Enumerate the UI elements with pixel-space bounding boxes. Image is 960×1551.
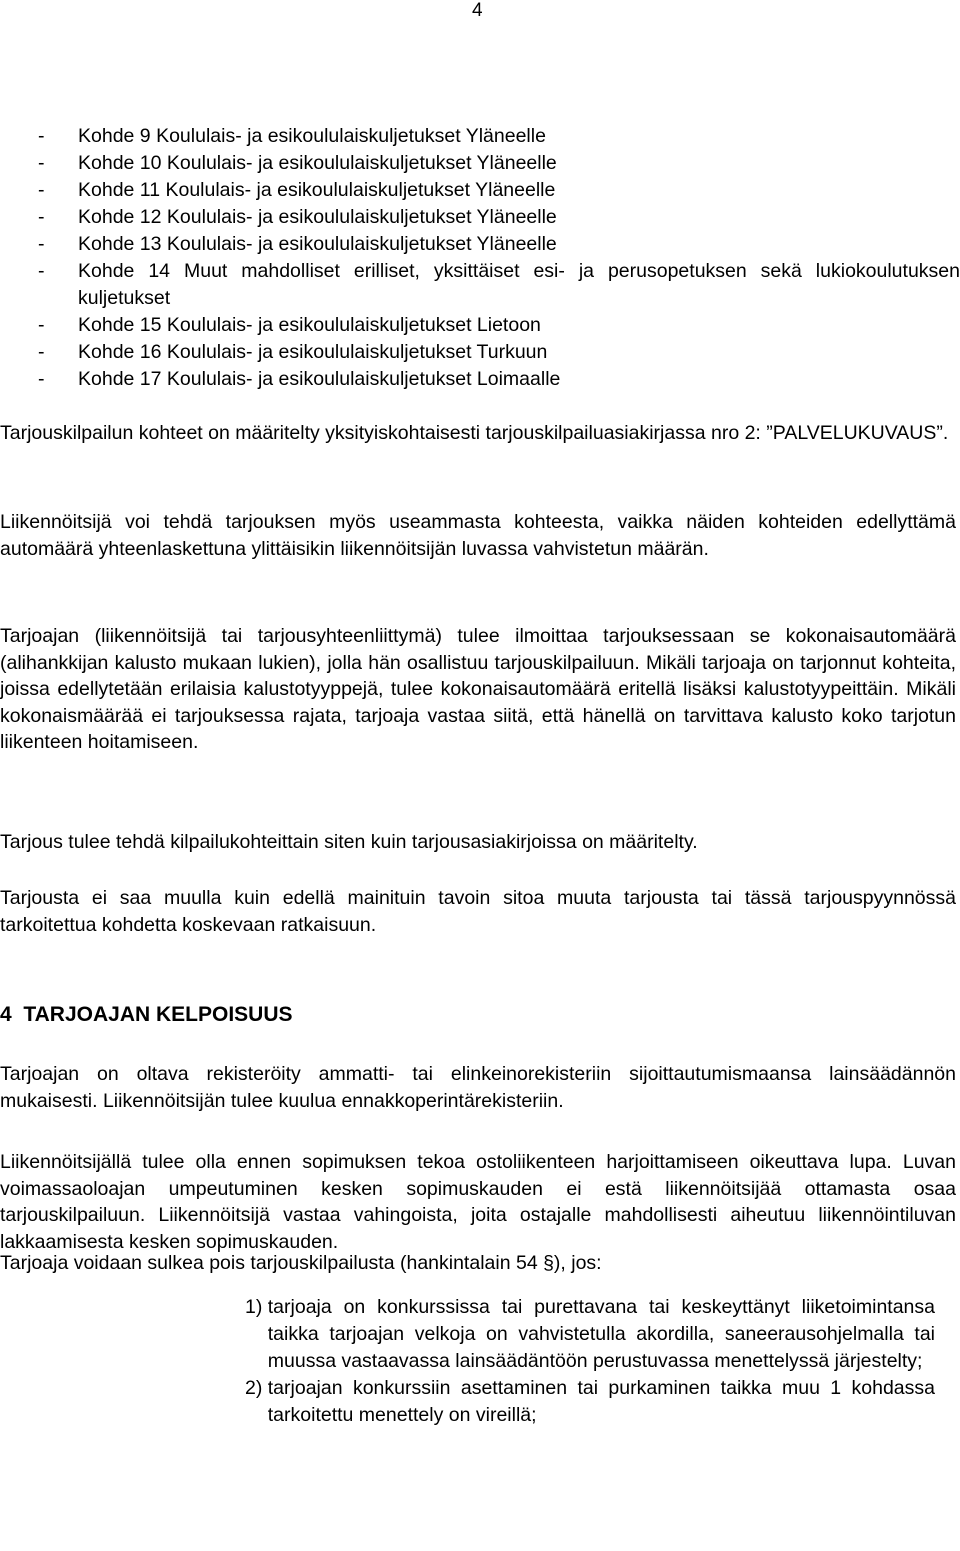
list-item-text: tarjoaja on konkurssissa tai purettavana tai keskeyttänyt liiketoimintansa taikka tarjoajan velkoja on vahvistetulla akordilla, saneerausohjelmalla tai muussa vastaavassa lainsäädäntöön perustuvassa menettelyssä järjestelty;	[267, 1296, 935, 1372]
paragraph-vehicle-count: Tarjoajan (liikennöitsijä tai tarjousyhteenliittymä) tulee ilmoittaa tarjouksessaan se kokonaisautomäärä (alihankkijan kalusto mukaan lukien), jolla hän osallistuu tarjouskilpailuun. Mikäli tarjoaja on tarjonnut kohteita, joissa edellytetään erilaisia kalustotyyppejä, tulee kokonaisautomäärä eritellä lisäksi kalustotyypeittäin. Mikäli kokonaismäärää ei tarjouksessa rajata, tarjoaja vastaa siitä, että hänellä on tarvittava kalusto koko tarjotun liikenteen hoitamiseen.	[0, 625, 956, 753]
list-item	[245, 1375, 935, 1429]
paragraph-no-binding: Tarjousta ei saa muulla kuin edellä mainituin tavoin sitoa muuta tarjousta tai tässä tarjouspyynnössä tarkoitettua kohdetta koskevaan ratkaisuun.	[0, 887, 956, 936]
list-item-text: Kohde 12 Koululais- ja esikoululaiskuljetukset Yläneelle	[78, 206, 557, 228]
list-item	[38, 204, 960, 231]
list-dash: -	[38, 260, 45, 282]
section-heading	[0, 1001, 293, 1029]
list-item-text: Kohde 11 Koululais- ja esikoululaiskuljetukset Yläneelle	[78, 179, 556, 201]
list-item	[245, 1294, 935, 1375]
list-item-text: Kohde 9 Koululais- ja esikoululaiskuljetukset Yläneelle	[78, 125, 546, 147]
list-item-number: 1)	[245, 1296, 263, 1318]
paragraph-targets-defined: Tarjouskilpailun kohteet on määritelty yksityiskohtaisesti tarjouskilpailuasiakirjassa nro 2: ”PALVELUKUVAUS”.	[0, 422, 949, 444]
target-list	[38, 123, 960, 393]
list-item-text: Kohde 17 Koululais- ja esikoululaiskuljetukset Loimaalle	[78, 368, 561, 390]
list-item-text: Kohde 13 Koululais- ja esikoululaiskuljetukset Yläneelle	[78, 233, 557, 255]
list-item	[38, 123, 960, 150]
list-dash: -	[38, 206, 45, 228]
section-title: TARJOAJAN KELPOISUUS	[23, 1003, 293, 1026]
list-dash: -	[38, 368, 45, 390]
paragraph-multiple-targets: Liikennöitsijä voi tehdä tarjouksen myös useammasta kohteesta, vaikka näiden kohteiden edellyttämä automäärä yhteenlaskettuna ylittäisikin liikennöitsijän luvassa vahvistetun määrän.	[0, 511, 956, 560]
list-item	[38, 231, 960, 258]
list-item-text: Kohde 15 Koululais- ja esikoululaiskuljetukset Lietoon	[78, 314, 541, 336]
exclusion-list	[245, 1294, 935, 1429]
list-dash: -	[38, 179, 45, 201]
list-item	[38, 366, 960, 393]
list-item-text: tarjoajan konkurssiin asettaminen tai purkaminen taikka muu 1 kohdassa tarkoitettu menettely on vireillä;	[267, 1377, 935, 1426]
list-item	[38, 150, 960, 177]
list-item-text: Kohde 10 Koululais- ja esikoululaiskuljetukset Yläneelle	[78, 152, 557, 174]
list-item	[38, 339, 960, 366]
paragraph-per-target: Tarjous tulee tehdä kilpailukohteittain siten kuin tarjousasiakirjoissa on määritelty.	[0, 831, 698, 853]
list-item-text: Kohde 16 Koululais- ja esikoululaiskuljetukset Turkuun	[78, 341, 548, 363]
list-item-number: 2)	[245, 1377, 263, 1399]
list-item	[38, 177, 960, 204]
list-item-text: Kohde 14 Muut mahdolliset erilliset, yksittäiset esi- ja perusopetuksen sekä lukiokoulutuksen kuljetukset	[78, 260, 960, 309]
list-dash: -	[38, 125, 45, 147]
list-item	[38, 258, 960, 312]
list-dash: -	[38, 341, 45, 363]
list-item	[38, 312, 960, 339]
section-number: 4	[0, 1003, 12, 1026]
paragraph-licence: Liikennöitsijällä tulee olla ennen sopimuksen tekoa ostoliikenteen harjoittamiseen oikeuttava lupa. Luvan voimassaoloajan umpeutuminen kesken sopimuskauden ei estä liikennöitsijää ottamasta osaa tarjouskilpailuun. Liikennöitsijä vastaa vahingoista, joita ostajalle mahdollisesti aiheutuu liikennöintiluvan lakkaamisesta kesken sopimuskauden.	[0, 1151, 956, 1253]
page-number: 4	[472, 0, 483, 21]
paragraph-registration: Tarjoajan on oltava rekisteröity ammatti- tai elinkeinorekisteriin sijoittautumismaansa lainsäädännön mukaisesti. Liikennöitsijän tulee kuulua ennakkoperintärekisteriin.	[0, 1063, 956, 1112]
list-dash: -	[38, 152, 45, 174]
list-dash: -	[38, 314, 45, 336]
list-dash: -	[38, 233, 45, 255]
paragraph-exclusion-intro: Tarjoaja voidaan sulkea pois tarjouskilpailusta (hankintalain 54 §), jos:	[0, 1252, 602, 1274]
